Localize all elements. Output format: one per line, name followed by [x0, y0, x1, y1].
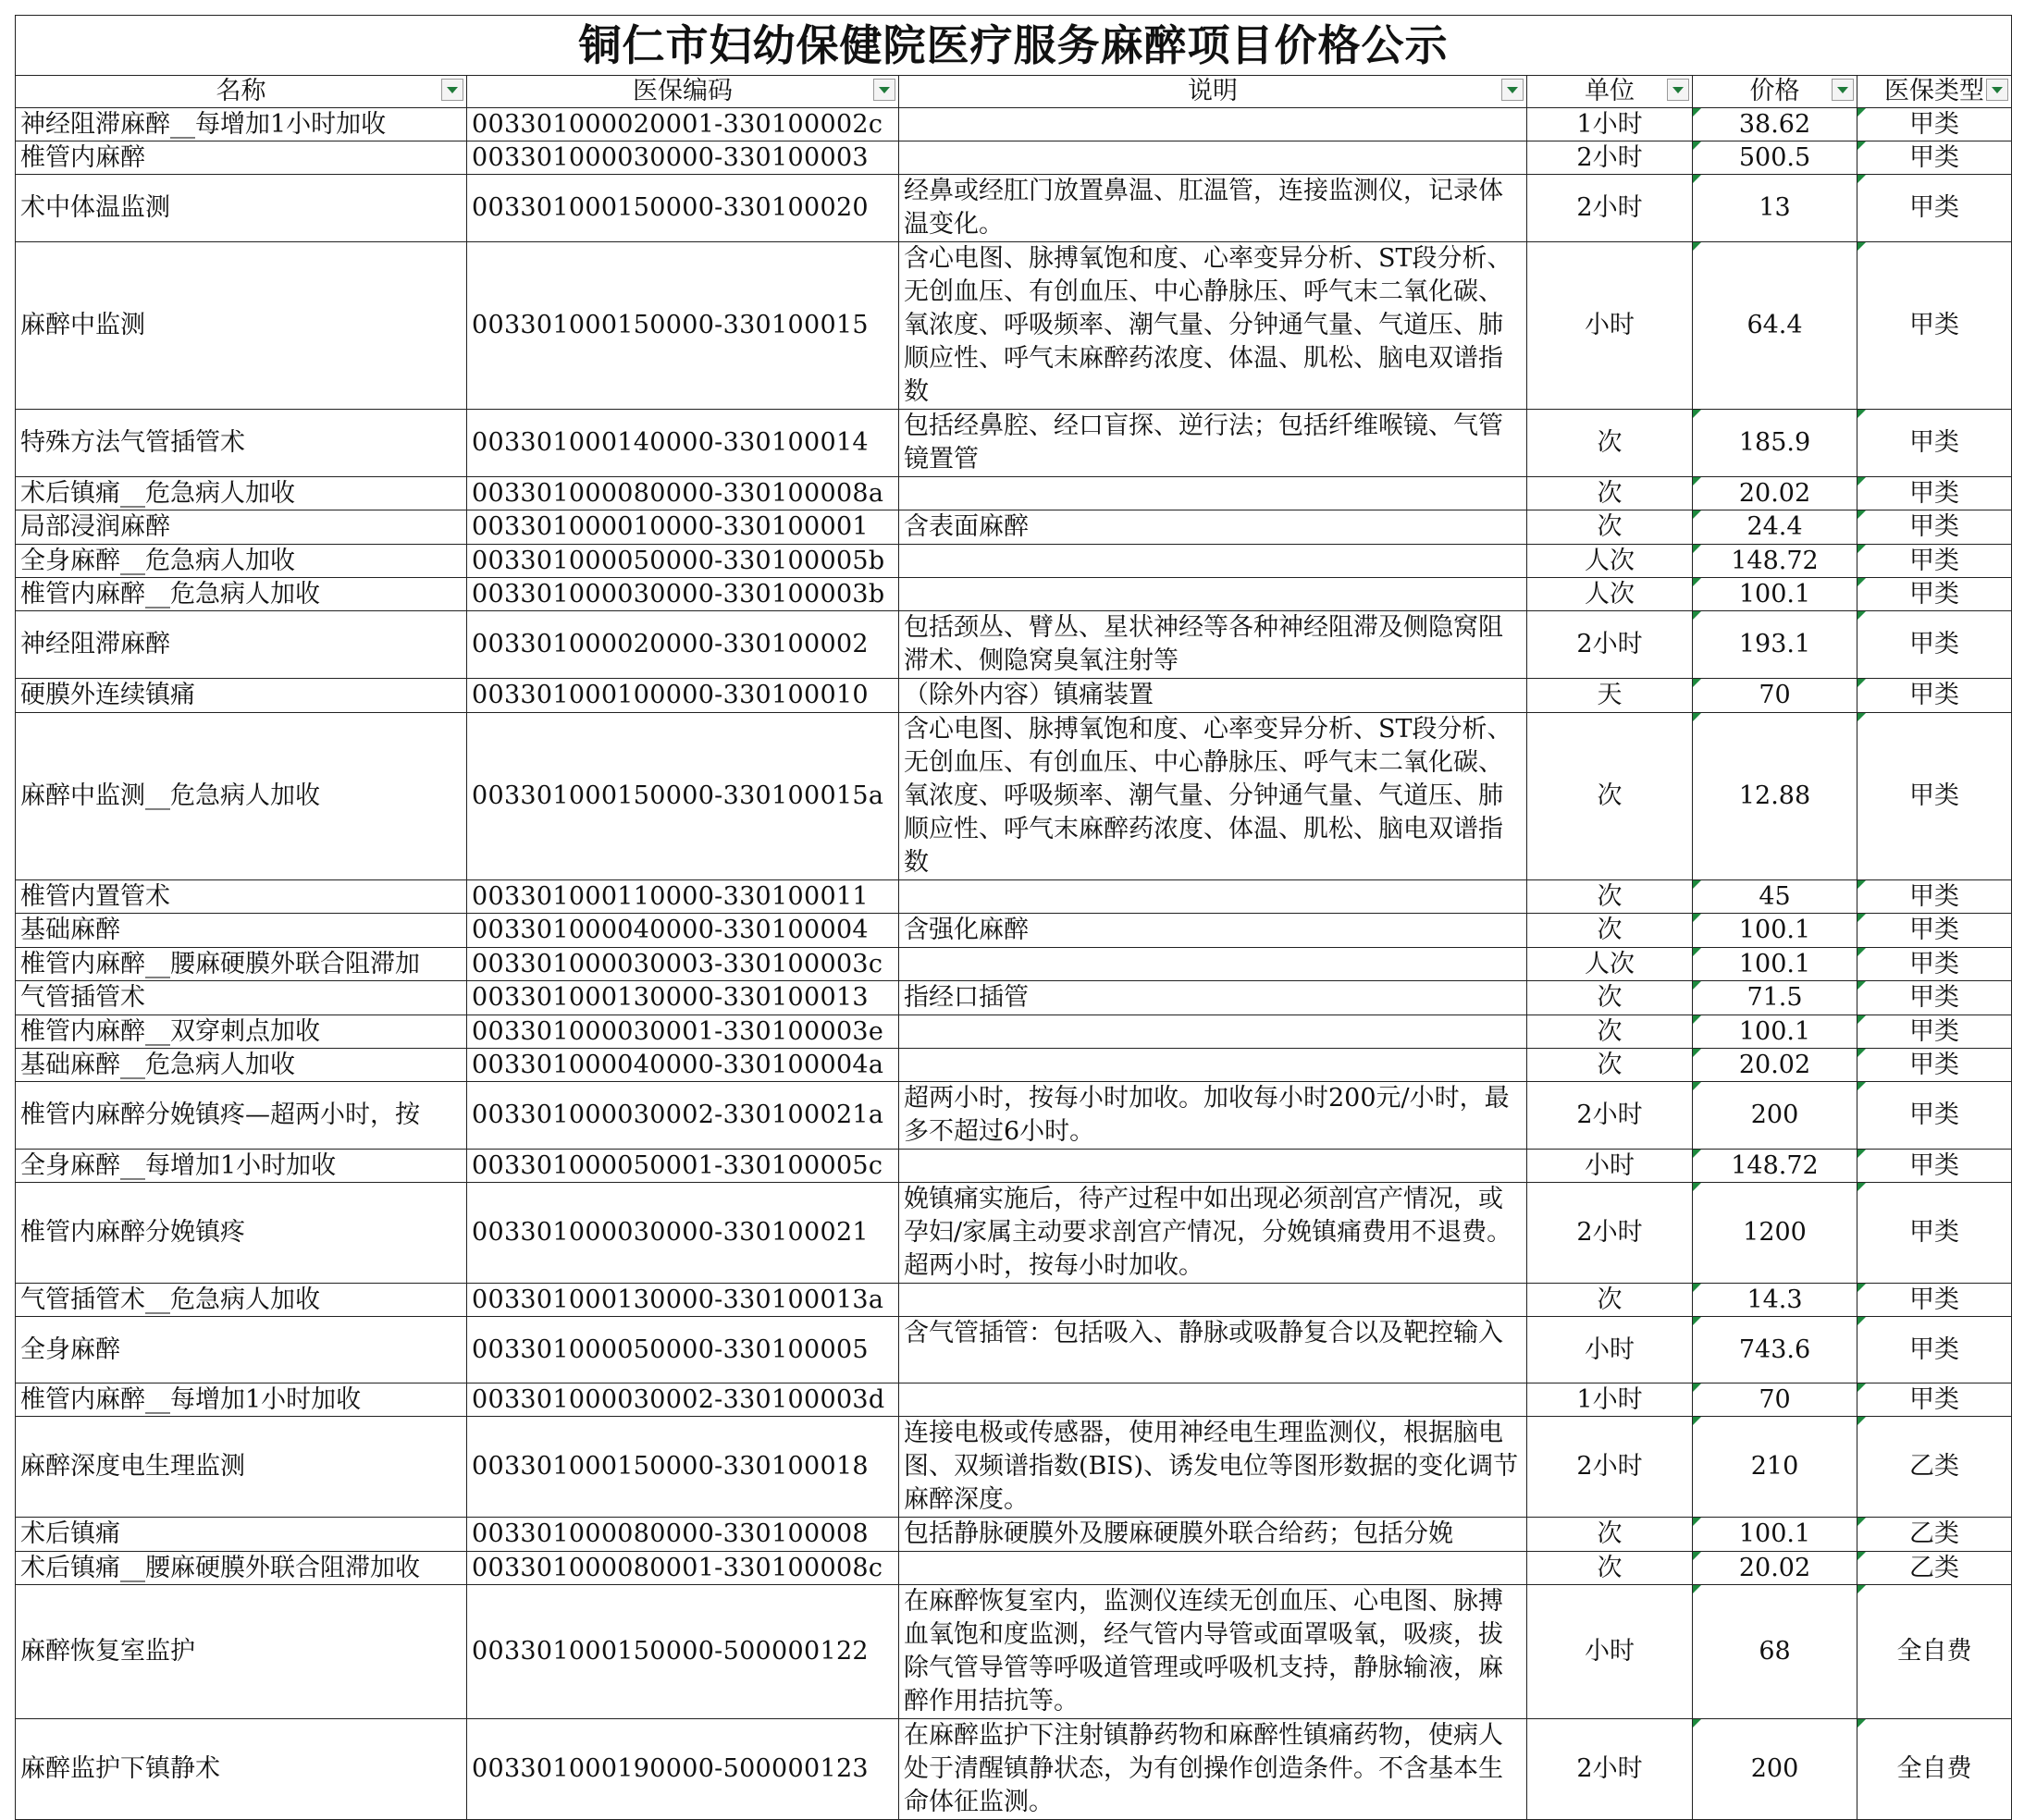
cell-unit[interactable]: 小时 — [1527, 1317, 1693, 1383]
cell-name[interactable]: 椎管内麻醉分娩镇疼 — [16, 1183, 467, 1284]
cell-desc[interactable] — [899, 880, 1527, 914]
table-row — [16, 410, 2012, 477]
cell-price[interactable]: 24.4 — [1693, 510, 1857, 545]
cell-code[interactable]: 003301000130000-330100013 — [467, 981, 899, 1015]
cell-code[interactable]: 003301000050000-330100005 — [467, 1317, 899, 1383]
filter-dropdown-icon[interactable] — [1986, 79, 2008, 101]
cell-price[interactable]: 200 — [1693, 1719, 1857, 1820]
cell-unit[interactable]: 次 — [1527, 981, 1693, 1015]
cell-type[interactable]: 甲类 — [1857, 914, 2012, 948]
cell-type[interactable]: 甲类 — [1857, 1317, 2012, 1383]
cell-price[interactable]: 20.02 — [1693, 1049, 1857, 1082]
table-row — [16, 713, 2012, 880]
cell-code[interactable]: 003301000150000-500000122 — [467, 1585, 899, 1719]
column-header-label: 单位 — [1585, 77, 1635, 105]
cell-price[interactable]: 148.72 — [1693, 545, 1857, 578]
cell-name[interactable]: 麻醉深度电生理监测 — [16, 1417, 467, 1518]
cell-desc[interactable] — [899, 578, 1527, 611]
cell-price[interactable]: 12.88 — [1693, 713, 1857, 880]
cell-unit[interactable]: 次 — [1527, 1284, 1693, 1317]
cell-price[interactable]: 200 — [1693, 1082, 1857, 1150]
table-row — [16, 611, 2012, 679]
cell-desc[interactable] — [899, 1383, 1527, 1417]
cell-unit[interactable]: 2小时 — [1527, 141, 1693, 175]
cell-name[interactable]: 神经阻滞麻醉__每增加1小时加收 — [16, 108, 467, 141]
filter-dropdown-icon[interactable] — [873, 79, 895, 101]
cell-unit[interactable]: 次 — [1527, 410, 1693, 477]
table-row — [16, 1317, 2012, 1383]
table-row — [16, 1552, 2012, 1585]
cell-unit[interactable]: 人次 — [1527, 578, 1693, 611]
cell-type[interactable]: 甲类 — [1857, 679, 2012, 713]
cell-type[interactable]: 甲类 — [1857, 880, 2012, 914]
cell-name[interactable]: 椎管内麻醉__危急病人加收 — [16, 578, 467, 611]
filter-dropdown-icon[interactable] — [1832, 79, 1854, 101]
cell-unit[interactable]: 次 — [1527, 477, 1693, 510]
cell-desc[interactable]: 含强化麻醉 — [899, 914, 1527, 948]
cell-type[interactable]: 全自费 — [1857, 1719, 2012, 1820]
price-table — [15, 15, 2012, 1820]
table-row — [16, 510, 2012, 545]
cell-unit[interactable]: 次 — [1527, 1049, 1693, 1082]
cell-name[interactable]: 术后镇痛 — [16, 1518, 467, 1552]
column-header-unit — [1527, 76, 1693, 108]
cell-desc[interactable]: 包括静脉硬膜外及腰麻硬膜外联合给药；包括分娩 — [899, 1518, 1527, 1552]
cell-unit[interactable]: 天 — [1527, 679, 1693, 713]
table-row — [16, 1518, 2012, 1552]
column-header-name — [16, 76, 467, 108]
cell-unit[interactable]: 人次 — [1527, 948, 1693, 981]
table-row — [16, 175, 2012, 242]
cell-code[interactable]: 003301000020001-330100002c — [467, 108, 899, 141]
cell-unit[interactable]: 次 — [1527, 1518, 1693, 1552]
cell-desc[interactable] — [899, 948, 1527, 981]
cell-name[interactable]: 术中体温监测 — [16, 175, 467, 242]
cell-name[interactable]: 全身麻醉__危急病人加收 — [16, 545, 467, 578]
cell-code[interactable]: 003301000100000-330100010 — [467, 679, 899, 713]
cell-name[interactable]: 椎管内麻醉分娩镇疼—超两小时，按 — [16, 1082, 467, 1150]
cell-name[interactable]: 椎管内麻醉__双穿刺点加收 — [16, 1015, 467, 1049]
cell-unit[interactable]: 1小时 — [1527, 108, 1693, 141]
cell-desc[interactable]: 含心电图、脉搏氧饱和度、心率变异分析、ST段分析、无创血压、有创血压、中心静脉压、呼气末二氧化碳、氧浓度、呼吸频率、潮气量、分钟通气量、气道压、肺顺应性、呼气末麻醉药浓度、体温、肌松、脑电双谱指数 — [899, 713, 1527, 880]
cell-desc[interactable]: 指经口插管 — [899, 981, 1527, 1015]
cell-code[interactable]: 003301000140000-330100014 — [467, 410, 899, 477]
cell-price[interactable]: 100.1 — [1693, 914, 1857, 948]
cell-code[interactable]: 003301000190000-500000123 — [467, 1719, 899, 1820]
cell-desc[interactable] — [899, 1150, 1527, 1183]
cell-price[interactable]: 38.62 — [1693, 108, 1857, 141]
column-header-label: 医保编码 — [633, 77, 733, 105]
cell-type[interactable]: 乙类 — [1857, 1518, 2012, 1552]
cell-name[interactable]: 气管插管术__危急病人加收 — [16, 1284, 467, 1317]
cell-price[interactable]: 743.6 — [1693, 1317, 1857, 1383]
cell-price[interactable]: 14.3 — [1693, 1284, 1857, 1317]
cell-unit[interactable]: 2小时 — [1527, 1082, 1693, 1150]
cell-desc[interactable]: （除外内容）镇痛装置 — [899, 679, 1527, 713]
cell-unit[interactable]: 2小时 — [1527, 1183, 1693, 1284]
column-header-type — [1857, 76, 2012, 108]
cell-type[interactable]: 甲类 — [1857, 1383, 2012, 1417]
cell-unit[interactable]: 次 — [1527, 713, 1693, 880]
cell-code[interactable]: 003301000050000-330100005b — [467, 545, 899, 578]
column-header-label: 名称 — [216, 77, 266, 105]
cell-desc[interactable]: 包括颈丛、臂丛、星状神经等各种神经阻滞及侧隐窝阻滞术、侧隐窝臭氧注射等 — [899, 611, 1527, 679]
cell-name[interactable]: 麻醉中监测__危急病人加收 — [16, 713, 467, 880]
cell-unit[interactable]: 人次 — [1527, 545, 1693, 578]
cell-unit[interactable]: 次 — [1527, 914, 1693, 948]
cell-price[interactable]: 68 — [1693, 1585, 1857, 1719]
cell-type[interactable]: 甲类 — [1857, 1284, 2012, 1317]
cell-code[interactable]: 003301000150000-330100018 — [467, 1417, 899, 1518]
cell-name[interactable]: 麻醉监护下镇静术 — [16, 1719, 467, 1820]
cell-unit[interactable]: 2小时 — [1527, 1719, 1693, 1820]
page-title: 铜仁市妇幼保健院医疗服务麻醉项目价格公示 — [16, 16, 2012, 76]
column-header-label: 价格 — [1749, 77, 1800, 105]
table-row — [16, 679, 2012, 713]
table-row — [16, 1015, 2012, 1049]
column-header-desc — [899, 76, 1527, 108]
cell-name[interactable]: 椎管内麻醉__每增加1小时加收 — [16, 1383, 467, 1417]
cell-type[interactable]: 甲类 — [1857, 1183, 2012, 1284]
table-row — [16, 981, 2012, 1015]
cell-desc[interactable]: 娩镇痛实施后，待产过程中如出现必须剖宫产情况，或孕妇/家属主动要求剖宫产情况，分娩镇痛费用不退费。超两小时，按每小时加收。 — [899, 1183, 1527, 1284]
filter-dropdown-icon[interactable] — [1667, 79, 1689, 101]
cell-name[interactable]: 基础麻醉__危急病人加收 — [16, 1049, 467, 1082]
cell-desc[interactable] — [899, 1552, 1527, 1585]
cell-type[interactable]: 全自费 — [1857, 1585, 2012, 1719]
cell-desc[interactable]: 在麻醉恢复室内，监测仪连续无创血压、心电图、脉搏血氧饱和度监测，经气管内导管或面罩吸氧，吸痰，拔除气管导管等呼吸道管理或呼吸机支持，静脉输液，麻醉作用拮抗等。 — [899, 1585, 1527, 1719]
cell-unit[interactable]: 小时 — [1527, 242, 1693, 410]
cell-code[interactable]: 003301000010000-330100001 — [467, 510, 899, 545]
cell-desc[interactable]: 超两小时，按每小时加收。加收每小时200元/小时，最多不超过6小时。 — [899, 1082, 1527, 1150]
table-row — [16, 1049, 2012, 1082]
cell-unit[interactable]: 2小时 — [1527, 611, 1693, 679]
table-row — [16, 578, 2012, 611]
cell-price[interactable]: 100.1 — [1693, 948, 1857, 981]
cell-code[interactable]: 003301000030002-330100003d — [467, 1383, 899, 1417]
cell-unit[interactable]: 次 — [1527, 510, 1693, 545]
cell-name[interactable]: 椎管内置管术 — [16, 880, 467, 914]
cell-price[interactable]: 500.5 — [1693, 141, 1857, 175]
cell-price[interactable]: 100.1 — [1693, 578, 1857, 611]
table-row — [16, 242, 2012, 410]
cell-code[interactable]: 003301000030003-330100003c — [467, 948, 899, 981]
cell-unit[interactable]: 2小时 — [1527, 175, 1693, 242]
table-row — [16, 1585, 2012, 1719]
cell-price[interactable]: 64.4 — [1693, 242, 1857, 410]
cell-code[interactable]: 003301000020000-330100002 — [467, 611, 899, 679]
column-header-price — [1693, 76, 1857, 108]
cell-type[interactable]: 甲类 — [1857, 713, 2012, 880]
cell-name[interactable]: 全身麻醉__每增加1小时加收 — [16, 1150, 467, 1183]
cell-price[interactable]: 71.5 — [1693, 981, 1857, 1015]
filter-dropdown-icon[interactable] — [1501, 79, 1524, 101]
table-row — [16, 948, 2012, 981]
table-row — [16, 1150, 2012, 1183]
cell-type[interactable]: 甲类 — [1857, 981, 2012, 1015]
cell-price[interactable]: 210 — [1693, 1417, 1857, 1518]
cell-type[interactable]: 甲类 — [1857, 1082, 2012, 1150]
cell-code[interactable]: 003301000040000-330100004 — [467, 914, 899, 948]
cell-unit[interactable]: 次 — [1527, 1015, 1693, 1049]
table-row — [16, 1383, 2012, 1417]
cell-type[interactable]: 甲类 — [1857, 477, 2012, 510]
spreadsheet — [15, 15, 2011, 1820]
cell-desc[interactable] — [899, 477, 1527, 510]
cell-code[interactable]: 003301000030000-330100021 — [467, 1183, 899, 1284]
cell-name[interactable]: 术后镇痛__危急病人加收 — [16, 477, 467, 510]
cell-type[interactable]: 甲类 — [1857, 175, 2012, 242]
column-header-label: 说明 — [1188, 77, 1238, 105]
cell-desc[interactable]: 含心电图、脉搏氧饱和度、心率变异分析、ST段分析、无创血压、有创血压、中心静脉压、呼气末二氧化碳、氧浓度、呼吸频率、潮气量、分钟通气量、气道压、肺顺应性、呼气末麻醉药浓度、体温、肌松、脑电双谱指数 — [899, 242, 1527, 410]
cell-price[interactable]: 1200 — [1693, 1183, 1857, 1284]
cell-price[interactable]: 70 — [1693, 1383, 1857, 1417]
table-row — [16, 1284, 2012, 1317]
cell-name[interactable]: 椎管内麻醉__腰麻硬膜外联合阻滞加 — [16, 948, 467, 981]
cell-unit[interactable]: 次 — [1527, 1552, 1693, 1585]
cell-name[interactable]: 术后镇痛__腰麻硬膜外联合阻滞加收 — [16, 1552, 467, 1585]
column-header-code — [467, 76, 899, 108]
cell-price[interactable]: 193.1 — [1693, 611, 1857, 679]
cell-type[interactable]: 乙类 — [1857, 1552, 2012, 1585]
cell-type[interactable]: 甲类 — [1857, 611, 2012, 679]
table-row — [16, 108, 2012, 141]
cell-unit[interactable]: 小时 — [1527, 1150, 1693, 1183]
cell-code[interactable]: 003301000040000-330100004a — [467, 1049, 899, 1082]
cell-name[interactable]: 基础麻醉 — [16, 914, 467, 948]
table-row — [16, 914, 2012, 948]
cell-desc[interactable] — [899, 141, 1527, 175]
cell-type[interactable]: 甲类 — [1857, 948, 2012, 981]
cell-name[interactable]: 神经阻滞麻醉 — [16, 611, 467, 679]
cell-type[interactable]: 甲类 — [1857, 141, 2012, 175]
cell-type[interactable]: 甲类 — [1857, 1049, 2012, 1082]
cell-code[interactable]: 003301000080000-330100008a — [467, 477, 899, 510]
table-row — [16, 141, 2012, 175]
cell-name[interactable]: 麻醉中监测 — [16, 242, 467, 410]
table-row — [16, 880, 2012, 914]
cell-type[interactable]: 甲类 — [1857, 1015, 2012, 1049]
table-row — [16, 1719, 2012, 1820]
cell-type[interactable]: 甲类 — [1857, 410, 2012, 477]
cell-code[interactable]: 003301000110000-330100011 — [467, 880, 899, 914]
cell-type[interactable]: 乙类 — [1857, 1417, 2012, 1518]
cell-code[interactable]: 003301000030000-330100003b — [467, 578, 899, 611]
column-header-label: 医保类型 — [1884, 77, 1984, 105]
cell-desc[interactable] — [899, 545, 1527, 578]
cell-price[interactable]: 45 — [1693, 880, 1857, 914]
cell-desc[interactable]: 在麻醉监护下注射镇静药物和麻醉性镇痛药物，使病人处于清醒镇静状态，为有创操作创造条件。不含基本生命体征监测。 — [899, 1719, 1527, 1820]
cell-desc[interactable] — [899, 1049, 1527, 1082]
cell-code[interactable]: 003301000080000-330100008 — [467, 1518, 899, 1552]
cell-desc[interactable] — [899, 1015, 1527, 1049]
cell-price[interactable]: 13 — [1693, 175, 1857, 242]
cell-unit[interactable]: 小时 — [1527, 1585, 1693, 1719]
cell-name[interactable]: 气管插管术 — [16, 981, 467, 1015]
cell-price[interactable]: 20.02 — [1693, 477, 1857, 510]
cell-price[interactable]: 100.1 — [1693, 1015, 1857, 1049]
cell-unit[interactable]: 1小时 — [1527, 1383, 1693, 1417]
cell-type[interactable]: 甲类 — [1857, 578, 2012, 611]
table-row — [16, 1183, 2012, 1284]
cell-desc[interactable]: 含气管插管：包括吸入、静脉或吸静复合以及靶控输入 — [899, 1317, 1527, 1383]
cell-code[interactable]: 003301000150000-330100015a — [467, 713, 899, 880]
cell-code[interactable]: 003301000150000-330100020 — [467, 175, 899, 242]
cell-desc[interactable]: 包括经鼻腔、经口盲探、逆行法；包括纤维喉镜、气管镜置管 — [899, 410, 1527, 477]
cell-type[interactable]: 甲类 — [1857, 108, 2012, 141]
table-row — [16, 1417, 2012, 1518]
cell-price[interactable]: 100.1 — [1693, 1518, 1857, 1552]
cell-type[interactable]: 甲类 — [1857, 1150, 2012, 1183]
cell-desc[interactable] — [899, 1284, 1527, 1317]
header-row — [16, 76, 2012, 108]
cell-desc[interactable]: 连接电极或传感器，使用神经电生理监测仪，根据脑电图、双频谱指数(BIS)、诱发电位等图形数据的变化调节麻醉深度。 — [899, 1417, 1527, 1518]
cell-code[interactable]: 003301000050001-330100005c — [467, 1150, 899, 1183]
cell-unit[interactable]: 2小时 — [1527, 1417, 1693, 1518]
cell-unit[interactable]: 次 — [1527, 880, 1693, 914]
table-row — [16, 1082, 2012, 1150]
cell-price[interactable]: 70 — [1693, 679, 1857, 713]
cell-type[interactable]: 甲类 — [1857, 242, 2012, 410]
cell-name[interactable]: 全身麻醉 — [16, 1317, 467, 1383]
cell-name[interactable]: 局部浸润麻醉 — [16, 510, 467, 545]
filter-dropdown-icon[interactable] — [441, 79, 463, 101]
cell-price[interactable]: 185.9 — [1693, 410, 1857, 477]
cell-code[interactable]: 003301000030001-330100003e — [467, 1015, 899, 1049]
cell-code[interactable]: 003301000130000-330100013a — [467, 1284, 899, 1317]
cell-code[interactable]: 003301000150000-330100015 — [467, 242, 899, 410]
cell-name[interactable]: 硬膜外连续镇痛 — [16, 679, 467, 713]
cell-desc[interactable]: 含表面麻醉 — [899, 510, 1527, 545]
cell-price[interactable]: 20.02 — [1693, 1552, 1857, 1585]
cell-type[interactable]: 甲类 — [1857, 545, 2012, 578]
cell-code[interactable]: 003301000080001-330100008c — [467, 1552, 899, 1585]
cell-name[interactable]: 麻醉恢复室监护 — [16, 1585, 467, 1719]
cell-desc[interactable] — [899, 108, 1527, 141]
table-row — [16, 545, 2012, 578]
cell-code[interactable]: 003301000030000-330100003 — [467, 141, 899, 175]
cell-desc[interactable]: 经鼻或经肛门放置鼻温、肛温管，连接监测仪，记录体温变化。 — [899, 175, 1527, 242]
cell-price[interactable]: 148.72 — [1693, 1150, 1857, 1183]
cell-name[interactable]: 特殊方法气管插管术 — [16, 410, 467, 477]
cell-type[interactable]: 甲类 — [1857, 510, 2012, 545]
table-body — [16, 108, 2012, 1820]
table-row — [16, 477, 2012, 510]
cell-name[interactable]: 椎管内麻醉 — [16, 141, 467, 175]
cell-code[interactable]: 003301000030002-330100021a — [467, 1082, 899, 1150]
